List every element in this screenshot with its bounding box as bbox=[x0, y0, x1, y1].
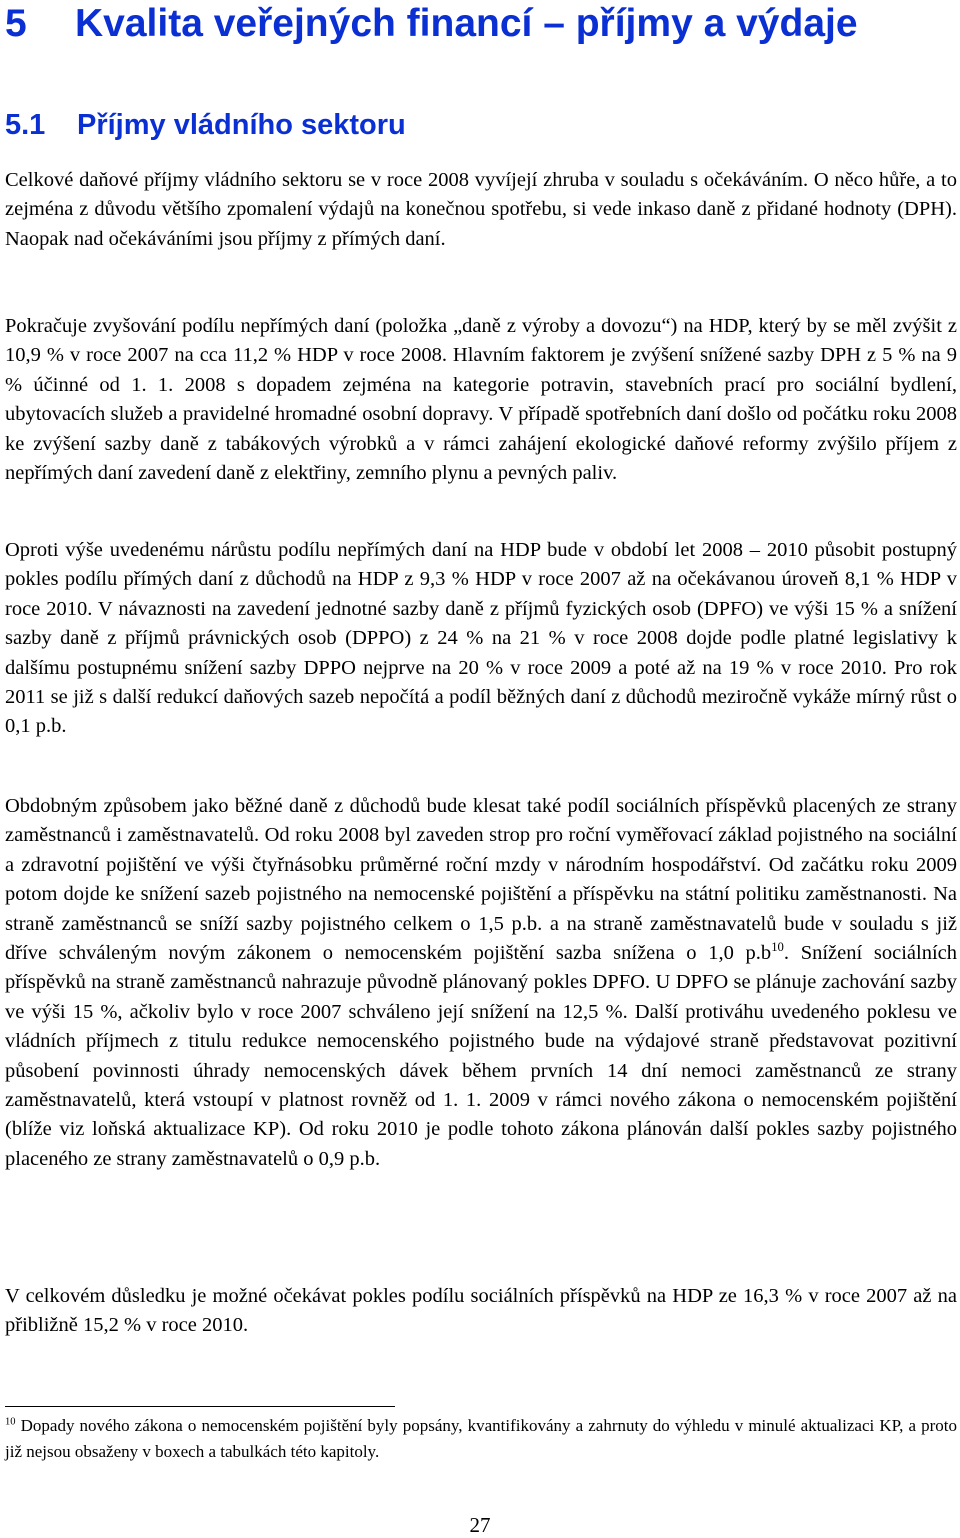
footnote-marker: 10 bbox=[5, 1416, 16, 1428]
paragraph-social-contributions bbox=[5, 792, 957, 1174]
section-title: Příjmy vládního sektoru bbox=[77, 109, 406, 141]
paragraph-text-after-ref: . Snížení sociálních příspěvků na straně zaměstnanců nahrazuje původně plánovaný pokles DPFO. U DPFO se plánuje zachování sazby ve výši 15 %, ačkoliv bylo v roce 2007 schváleno její snížení na 12,5 %. Další protiváhu uvedeného poklesu ve vládních příjmech z titulu redukce nemocenského pojistného bude na výdajové straně představovat pozitivní působení povinnosti úhrady nemocenských dávek během prvních 14 dní nemoci zaměstnanců ze strany zaměstnavatelů, která vstoupí v platnost rovněž od 1. 1. 2009 v rámci nového zákona o nemocenském pojištění (blíže viz loňská aktualizace KP). Od roku 2010 je podle tohoto zákona plánován další pokles sazby pojistného placeného ze strany zaměstnavatelů o 0,9 p.b. bbox=[5, 942, 957, 1170]
page-number: 27 bbox=[469, 1513, 491, 1537]
footnote-text: Dopady nového zákona o nemocenském pojištění byly popsány, kvantifikovány a zahrnuty do výhledu v minulé aktualizaci KP, a proto již nejsou obsaženy v boxech a tabulkách této kapitoly. bbox=[5, 1416, 958, 1461]
footnote-reference[interactable]: 10 bbox=[771, 940, 784, 955]
section-heading bbox=[5, 108, 406, 142]
footnote bbox=[5, 1413, 957, 1465]
chapter-heading bbox=[5, 2, 858, 46]
chapter-number: 5 bbox=[5, 2, 27, 45]
chapter-title: Kvalita veřejných financí – příjmy a výdaje bbox=[75, 2, 858, 45]
paragraph-direct-taxes: Oproti výše uvedenému nárůstu podílu nepřímých daní na HDP bude v období let 2008 – 2010 působit postupný pokles podílu přímých daní z důchodů na HDP z 9,3 % HDP v roce 2007 až na očekávanou úroveň 8,1 % HDP v roce 2010. V návaznosti na zavedení jednotné sazby daně z příjmů fyzických osob (DPFO) ve výši 15 % a snížení sazby daně z příjmů právnických osob (DPPO) z 24 % na 21 % v roce 2008 dojde podle platné legislativy k dalšímu postupnému snížení sazby DPPO nejprve na 20 % v roce 2009 a poté až na 19 % v roce 2010. Pro rok 2011 se již s další redukcí daňových sazeb nepočítá a podíl běžných daní z důchodů meziročně vykáže mírný růst o 0,1 p.b. bbox=[5, 539, 957, 738]
footnote-separator bbox=[5, 1406, 395, 1407]
section-number: 5.1 bbox=[5, 109, 46, 141]
paragraph-indirect-taxes: Pokračuje zvyšování podílu nepřímých daní (položka „daně z výroby a dovozu“) na HDP, který by se měl zvýšit z 10,9 % v roce 2007 na cca 11,2 % HDP v roce 2008. Hlavním faktorem je zvýšení snížené sazby DPH z 5 % na 9 % účinné od 1. 1. 2008 s dopadem zejména na kategorie potravin, stavebních prací pro sociální bydlení, ubytovacích služeb a pravidelné hromadné osobní dopravy. V případě spotřebních daní došlo od počátku roku 2008 ke zvýšení sazby daně z tabákových výrobků a v rámci zahájení ekologické daňové reformy zvýšilo příjem z nepřímých daní zavedení daně z elektřiny, zemního plynu a pevných paliv. bbox=[5, 315, 957, 485]
paragraph-tax-revenue-overview: Celkové daňové příjmy vládního sektoru se v roce 2008 vyvíjejí zhruba v souladu s očekáváním. O něco hůře, a to zejména z důvodu většího zpomalení výdajů na konečnou spotřebu, si vede inkaso daně z přidané hodnoty (DPH). Naopak nad očekáváními jsou příjmy z přímých daní. bbox=[5, 169, 957, 250]
paragraph-text-before-ref: Obdobným způsobem jako běžné daně z důchodů bude klesat také podíl sociálních příspěvků placených ze strany zaměstnanců i zaměstnavatelů. Od roku 2008 byl zaveden strop pro roční vyměřovací základ pojistného na sociální a zdravotní pojištění ve výši čtyřnásobku průměrné roční mzdy v národním hospodářství. Od začátku roku 2009 potom dojde ke snížení sazeb pojistného na nemocenské pojištění a příspěvku na státní politiku zaměstnanosti. Na straně zaměstnanců se sníží sazby pojistného celkem o 1,5 p.b. a na straně zaměstnavatelů bude v souladu s již dříve schváleným novým zákonem o nemocenském pojištění sazba snížena o 1,0 p.b bbox=[5, 795, 957, 965]
paragraph-conclusion: V celkovém důsledku je možné očekávat pokles podílu sociálních příspěvků na HDP ze 16,3 % v roce 2007 až na přibližně 15,2 % v roce 2010. bbox=[5, 1285, 957, 1337]
